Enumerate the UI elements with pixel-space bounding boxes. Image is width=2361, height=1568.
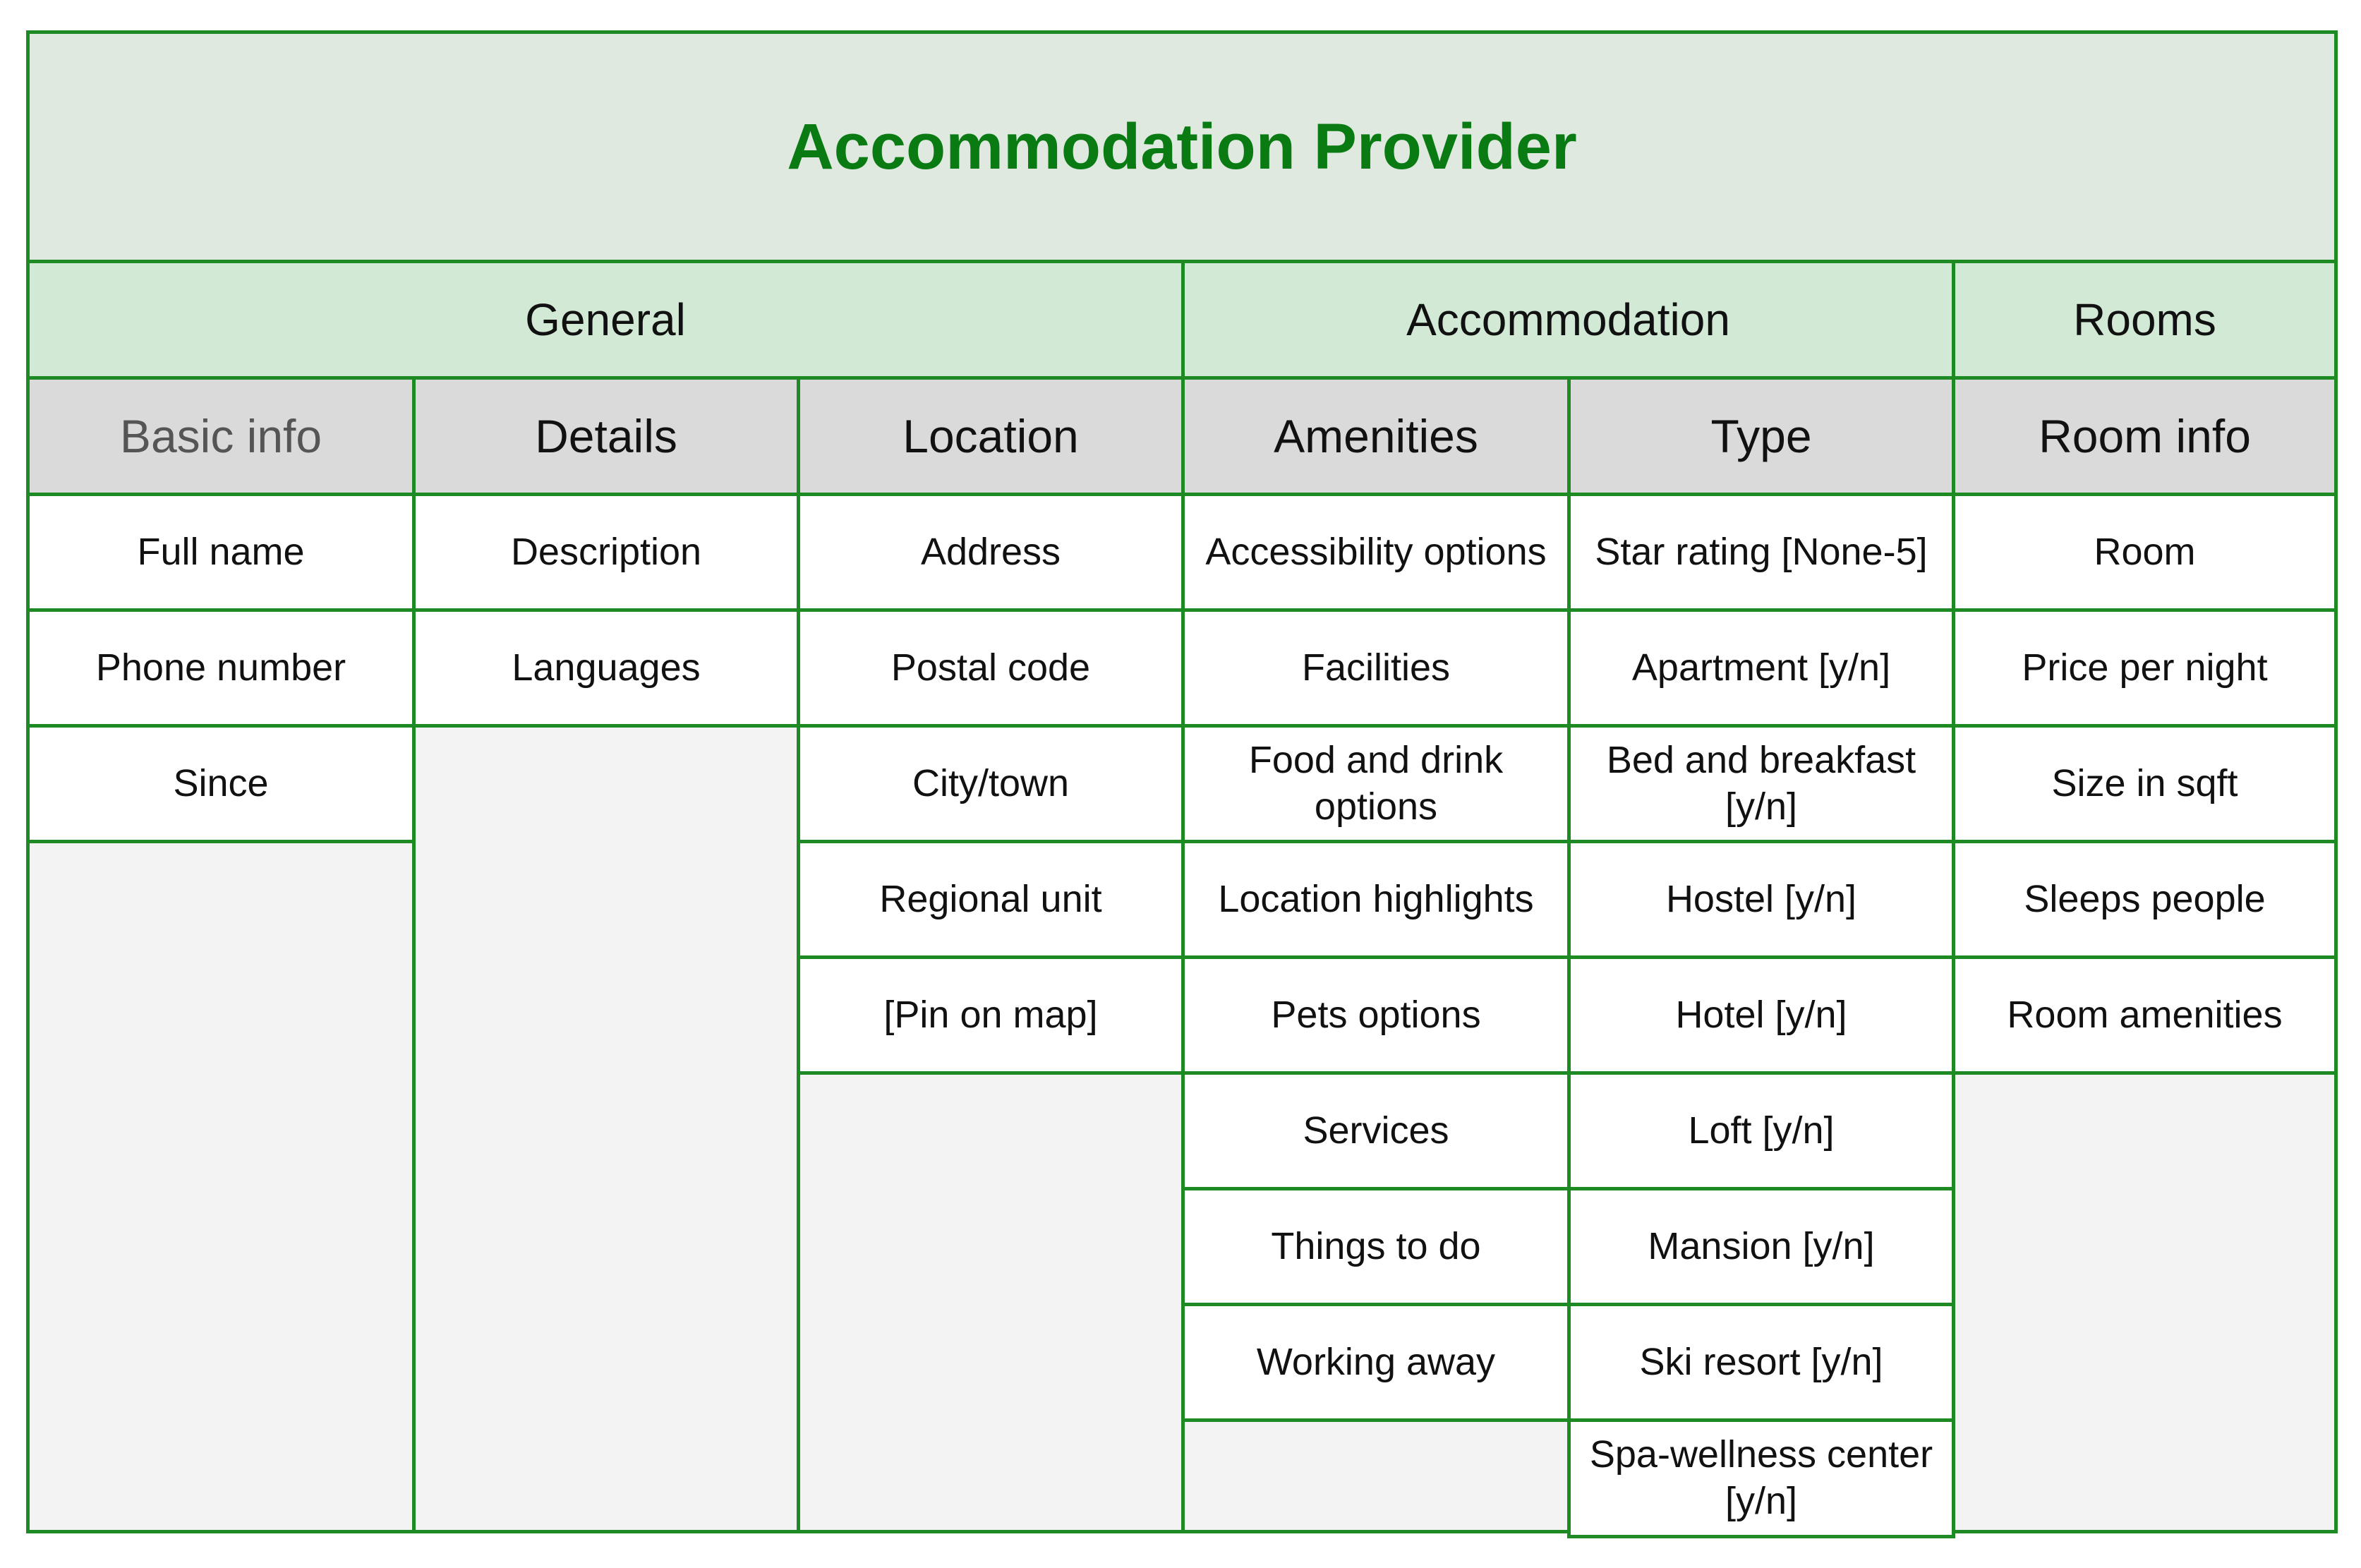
cell-type-3: Bed and breakfast [y/n] bbox=[1567, 724, 1955, 844]
cell-location-3: City/town bbox=[797, 724, 1185, 844]
subheader-details: Details bbox=[412, 376, 800, 496]
cell-basic-info-1: Full name bbox=[26, 493, 416, 613]
title-band bbox=[26, 30, 2338, 263]
cell-details-2: Languages bbox=[412, 608, 800, 728]
cell-amenities-4: Location highlights bbox=[1181, 840, 1571, 960]
cell-room-info-3: Size in sqft bbox=[1952, 724, 2338, 844]
cell-amenities-5: Pets options bbox=[1181, 955, 1571, 1075]
empty-cell-location bbox=[797, 1071, 1185, 1533]
cell-amenities-8: Working away bbox=[1181, 1303, 1571, 1423]
subheader-location: Location bbox=[797, 376, 1185, 496]
cell-amenities-6: Services bbox=[1181, 1071, 1571, 1191]
cell-amenities-2: Facilities bbox=[1181, 608, 1571, 728]
empty-cell-basic-info bbox=[26, 840, 416, 1533]
cell-details-1: Description bbox=[412, 493, 800, 613]
cell-room-info-2: Price per night bbox=[1952, 608, 2338, 728]
cell-amenities-3: Food and drink options bbox=[1181, 724, 1571, 844]
cell-location-2: Postal code bbox=[797, 608, 1185, 728]
cell-location-4: Regional unit bbox=[797, 840, 1185, 960]
cell-type-9: Spa-wellness center [y/n] bbox=[1567, 1418, 1955, 1538]
cell-basic-info-2: Phone number bbox=[26, 608, 416, 728]
cell-type-5: Hotel [y/n] bbox=[1567, 955, 1955, 1075]
cell-amenities-1: Accessibility options bbox=[1181, 493, 1571, 613]
cell-type-8: Ski resort [y/n] bbox=[1567, 1303, 1955, 1423]
cell-location-5: [Pin on map] bbox=[797, 955, 1185, 1075]
subheader-basic-info: Basic info bbox=[26, 376, 416, 496]
group-accommodation: Accommodation bbox=[1181, 260, 1955, 380]
cell-type-1: Star rating [None-5] bbox=[1567, 493, 1955, 613]
group-general: General bbox=[26, 260, 1185, 380]
subheader-amenities: Amenities bbox=[1181, 376, 1571, 496]
cell-type-2: Apartment [y/n] bbox=[1567, 608, 1955, 728]
cell-amenities-7: Things to do bbox=[1181, 1187, 1571, 1307]
cell-type-7: Mansion [y/n] bbox=[1567, 1187, 1955, 1307]
group-rooms: Rooms bbox=[1952, 260, 2338, 380]
cell-room-info-5: Room amenities bbox=[1952, 955, 2338, 1075]
subheader-type: Type bbox=[1567, 376, 1955, 496]
diagram-title: Accommodation Provider bbox=[787, 110, 1577, 183]
cell-room-info-1: Room bbox=[1952, 493, 2338, 613]
cell-location-1: Address bbox=[797, 493, 1185, 613]
subheader-room-info: Room info bbox=[1952, 376, 2338, 496]
cell-room-info-4: Sleeps people bbox=[1952, 840, 2338, 960]
empty-cell-room-info bbox=[1952, 1071, 2338, 1533]
cell-type-4: Hostel [y/n] bbox=[1567, 840, 1955, 960]
cell-type-6: Loft [y/n] bbox=[1567, 1071, 1955, 1191]
empty-cell-amenities bbox=[1181, 1418, 1571, 1533]
cell-basic-info-3: Since bbox=[26, 724, 416, 844]
empty-cell-details bbox=[412, 724, 800, 1533]
